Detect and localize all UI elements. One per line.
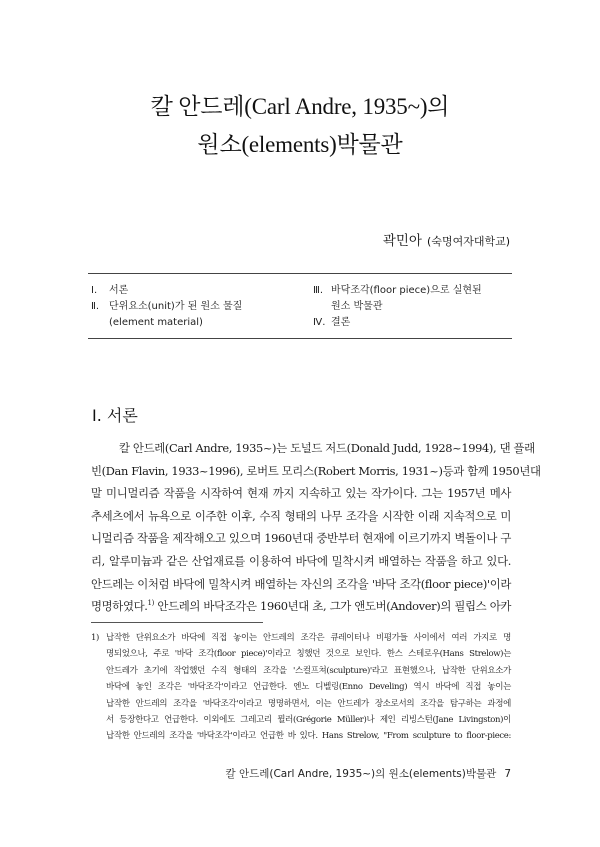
footnote-reference[interactable]: 1) xyxy=(147,599,155,608)
toc-item-label: 결론 xyxy=(331,317,351,328)
running-title: 칼 안드레(Carl Andre, 1935~)의 원소(elements)박물관 xyxy=(225,768,497,780)
toc-item-label: 바닥조각(floor piece)으로 실현된 xyxy=(331,285,482,296)
page-number: 7 xyxy=(504,768,511,780)
footnote xyxy=(91,630,511,745)
article-title xyxy=(0,88,600,164)
toc-item-label: 단위요소(unit)가 된 원소 물질 xyxy=(109,301,243,312)
footnote-line: 납작한 안드레의 조각을 '바닥조각'이라고 명명하면서, 이는 안드레가 장소로서의 조각을 탐구하는 과정에 xyxy=(106,698,511,709)
footnote-line: 바닥에 놓인 조각은 '바닥조각'이라고 언급한다. 엔노 디벨링(Enno Develing) 역시 바닥에 직접 놓이는 xyxy=(106,682,511,693)
table-of-contents xyxy=(88,273,512,339)
footnote-line: 납작한 안드레의 조각을 '바닥조각'이라고 언급한 바 있다. Hans Strelow, "From sculpture to floor-piece: xyxy=(106,731,511,742)
footnote-line: 서 등장한다고 언급한다. 이외에도 그레고리 뮐러(Grégorie Müller)나 제인 리빙스턴(Jane Livingston)이 xyxy=(106,714,511,725)
footnote-divider xyxy=(91,622,263,623)
footnote-number: 1) xyxy=(91,633,100,643)
toc-left-column xyxy=(91,283,296,331)
section-heading: Ⅰ. 서론 xyxy=(92,406,138,425)
footnote-line: 안드레가 초기에 작업했던 수직 형태의 조각을 '스컬프쳐(sculpture)'라고 표현했으나, 납작한 단위요소가 xyxy=(106,665,511,676)
toc-item-continuation: (element material) xyxy=(109,317,203,328)
author-affiliation: (숙명여자대학교) xyxy=(427,235,510,248)
toc-right-column xyxy=(313,283,508,331)
body-line: 안드레는 이처럼 바닥에 밀착시켜 배열하는 자신의 조각을 '바닥 조각(floor piece)'이라 xyxy=(91,576,511,591)
toc-item-number: Ⅰ. xyxy=(91,285,98,296)
footnote-line: 명되었으나, 주로 '바닥 조각(floor piece)'이라고 칭했던 것으로 보인다. 한스 스테로우(Hans Strelow)는 xyxy=(106,649,511,660)
toc-item-label: 서론 xyxy=(109,285,129,296)
author-name: 곽민아 xyxy=(382,233,422,249)
body-line-text: 명명하였다. xyxy=(91,599,148,614)
toc-item-number: Ⅳ. xyxy=(313,317,326,328)
toc-item-continuation: 원소 박물관 xyxy=(331,301,383,312)
toc-item-number: Ⅱ. xyxy=(91,301,100,312)
title-line-2: 원소(elements)박물관 xyxy=(197,132,403,157)
body-line: 말 미니멀리즘 작품을 시작하여 현재 까지 지속하고 있는 작가이다. 그는 1957년 메사 xyxy=(91,486,511,501)
footnote-line xyxy=(91,630,511,646)
body-line: 칼 안드레(Carl Andre, 1935~)는 도널드 저드(Donald Judd, 1928~1994), 댄 플래 xyxy=(119,441,535,455)
body-paragraph xyxy=(91,437,541,618)
toc-item-number: Ⅲ. xyxy=(313,285,324,296)
toc-item xyxy=(313,283,508,299)
body-line: 리, 알루미늄과 같은 산업재료를 이용하여 바닥에 밀착시켜 배열하는 작품을 하고 있다. xyxy=(91,553,511,568)
toc-item xyxy=(91,283,296,299)
footnote-line-text: 납작한 단위요소가 바닥에 직접 놓이는 안드레의 조각은 큐레이터나 비평가들 사이에서 여러 가지로 명 xyxy=(106,633,511,643)
body-line: 니멀리즘 작품을 제작해오고 있으며 1960년대 중반부터 현재에 이르기까지 벽돌이나 구 xyxy=(91,531,511,546)
toc-item xyxy=(313,315,508,331)
author-byline xyxy=(383,229,510,249)
body-line: 추세츠에서 뉴욕으로 이주한 이후, 수직 형태의 나무 조각을 시작한 이래 지속적으로 미 xyxy=(91,508,511,523)
body-line xyxy=(91,595,511,618)
title-line-1: 칼 안드레(Carl Andre, 1935~)의 xyxy=(150,94,450,119)
body-line: 빈(Dan Flavin, 1933~1996), 로버트 모리스(Robert Morris, 1931~)등과 함께 1950년대 xyxy=(91,463,541,478)
toc-item xyxy=(91,299,296,315)
running-footer xyxy=(225,766,511,781)
body-line-text: 안드레의 바닥조각은 1960년대 초, 그가 앤도버(Andover)의 필립스 아카 xyxy=(154,599,511,614)
